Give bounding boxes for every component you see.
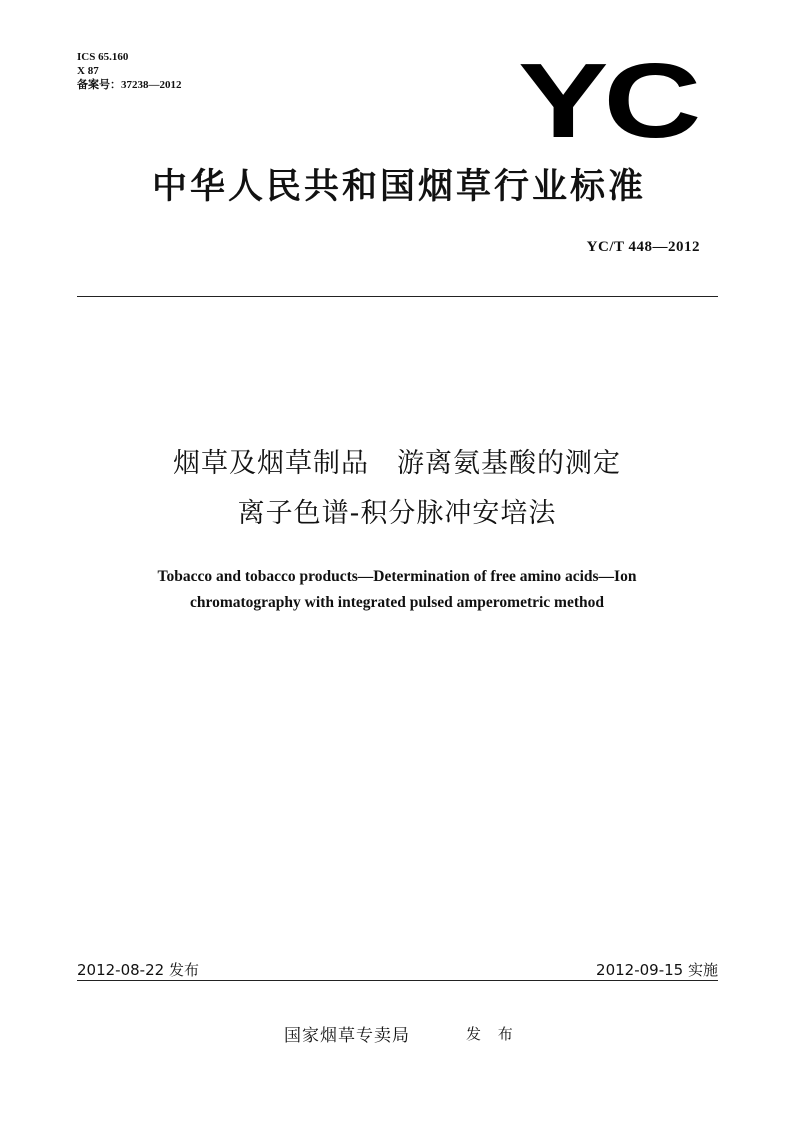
ics-code: ICS 65.160 xyxy=(77,51,129,63)
english-title-line-2: chromatography with integrated pulsed amperometric method xyxy=(189,594,604,611)
classification-block xyxy=(77,50,182,92)
record-number: 备案号：37238—2012 xyxy=(77,79,182,91)
issue-date: 2012-08-22 发布 xyxy=(77,961,199,979)
footer-divider xyxy=(77,980,718,981)
implementation-date: 2012-09-15 实施 xyxy=(596,961,718,979)
standard-category-title: 中华人民共和国烟草行业标准 xyxy=(151,167,646,207)
chinese-title-line-2: 离子色谱-积分脉冲安培法 xyxy=(237,498,557,529)
ccs-code: X 87 xyxy=(77,65,99,77)
issuing-authority: 国家烟草专卖局 xyxy=(284,1026,410,1046)
english-title-line-1: Tobacco and tobacco products—Determination of free amino acids—Ion xyxy=(157,568,637,585)
chinese-title-line-1: 烟草及烟草制品 游离氨基酸的测定 xyxy=(173,448,621,479)
standard-number: YC/T 448—2012 xyxy=(586,239,700,255)
issue-label: 发 布 xyxy=(466,1025,519,1043)
header-divider xyxy=(77,296,718,297)
yc-logo: YC xyxy=(518,42,697,160)
